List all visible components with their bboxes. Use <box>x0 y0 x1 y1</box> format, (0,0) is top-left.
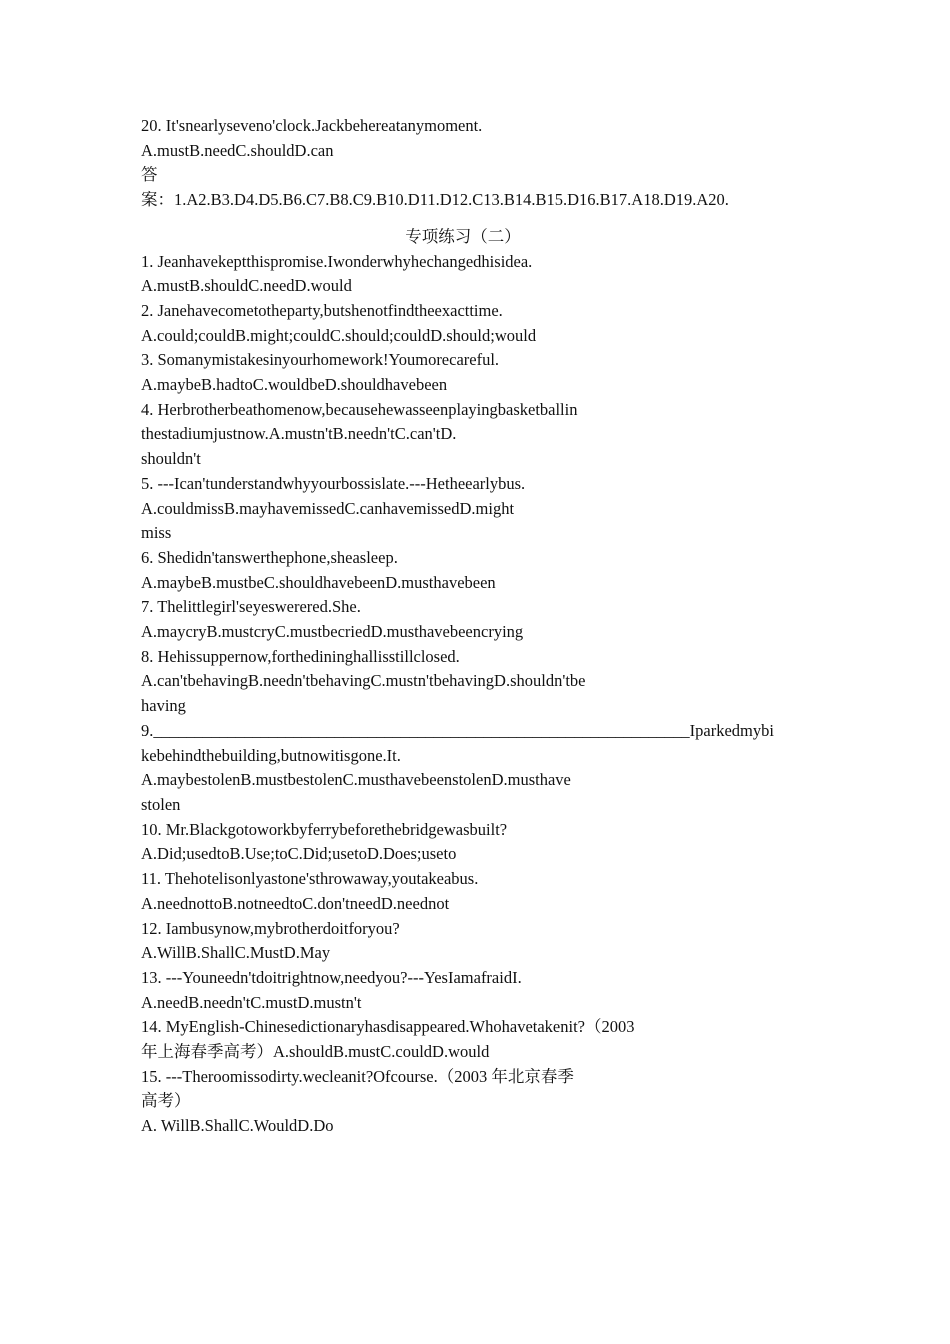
options-14: 年上海春季高考）A.shouldB.mustC.couldD.would <box>141 1042 490 1062</box>
options-9: A.maybestolenB.mustbestolenC.musthavebeenstolenD.musthave <box>141 770 571 790</box>
options-12: A.WillB.ShallC.MustD.May <box>141 943 331 963</box>
question-11: 11. Thehotelisonlyastone'sthrowaway,youtakeabus. <box>141 869 479 889</box>
question-8: 8. Hehissuppernow,forthedininghallisstillclosed. <box>141 646 460 666</box>
options-5: A.couldmissB.mayhavemissedC.canhavemissedD.might <box>141 498 515 518</box>
question-6: 6. Shedidn'tanswerthephone,sheasleep. <box>141 547 398 567</box>
options-8-cont: having <box>141 696 186 716</box>
options-8: A.can'tbehavingB.needn'tbehavingC.mustn'tbehavingD.shouldn'tbe <box>141 671 586 691</box>
options-9-cont: stolen <box>141 794 181 814</box>
question-3: 3. Somanymistakesinyourhomework!Youmorecareful. <box>141 350 500 370</box>
options-5-cont: miss <box>141 523 172 543</box>
options-15: A. WillB.ShallC.WouldD.Do <box>141 1116 334 1136</box>
question-5: 5. ---Ican'tunderstandwhyyourbossislate.---Hetheearlybus. <box>141 473 526 493</box>
question-9-cont: kebehindthebuilding,butnowitisgone.It. <box>141 745 401 765</box>
question-1: 1. Jeanhavekeptthispromise.Iwonderwhyhechangedhisidea. <box>141 251 533 271</box>
question-2: 2. Janehavecometotheparty,butshenotfindtheexacttime. <box>141 300 503 320</box>
options-11: A.neednottoB.notneedtoC.don'tneedD.neednot <box>141 893 450 913</box>
options-20: A.mustB.needC.shouldD.can <box>141 140 334 160</box>
options-1: A.mustB.shouldC.needD.would <box>141 276 352 296</box>
question-10: 10. Mr.Blackgotoworkbyferrybeforethebridgewasbuilt? <box>141 819 508 839</box>
question-14: 14. MyEnglish-Chinesedictionaryhasdisappeared.Whohavetakenit?（2003 <box>141 1017 635 1037</box>
question-9: 9._________________________________________________________________Iparkedmybi <box>141 720 774 740</box>
options-13: A.needB.needn'tC.mustD.mustn't <box>141 992 362 1012</box>
section-title: 专项练习（二） <box>405 226 521 246</box>
answer-label: 答 <box>141 165 158 185</box>
options-6: A.maybeB.mustbeC.shouldhavebeenD.musthavebeen <box>141 572 496 592</box>
question-12: 12. Iambusynow,mybrotherdoitforyou? <box>141 918 400 938</box>
options-2: A.could;couldB.might;couldC.should;couldD.should;would <box>141 325 537 345</box>
question-4-cont2: shouldn't <box>141 449 201 469</box>
question-13: 13. ---Youneedn'tdoitrightnow,needyou?---YesIamafraidI. <box>141 967 522 987</box>
options-10: A.Did;usedtoB.Use;toC.Did;usetoD.Does;useto <box>141 844 457 864</box>
options-7: A.maycryB.mustcryC.mustbecriedD.musthavebeencrying <box>141 622 524 642</box>
question-4: 4. Herbrotherbeathomenow,becausehewasseenplayingbasketballin <box>141 399 578 419</box>
document-page <box>141 114 821 1139</box>
question-4-cont: thestadiumjustnow.A.mustn'tB.needn'tC.can'tD. <box>141 424 457 444</box>
question-15: 15. ---Theroomissodirty.wecleanit?Ofcourse.（2003 年北京春季 <box>141 1066 574 1086</box>
options-3: A.maybeB.hadtoC.wouldbeD.shouldhavebeen <box>141 375 448 395</box>
question-7: 7. Thelittlegirl'seyeswerered.She. <box>141 597 361 617</box>
answer-key: 案：1.A2.B3.D4.D5.B6.C7.B8.C9.B10.D11.D12.C13.B14.B15.D16.B17.A18.D19.A20. <box>141 190 729 210</box>
question-20: 20. It'snearlyseveno'clock.Jackbehereatanymoment. <box>141 116 483 135</box>
question-15-cont: 高考） <box>141 1091 191 1111</box>
